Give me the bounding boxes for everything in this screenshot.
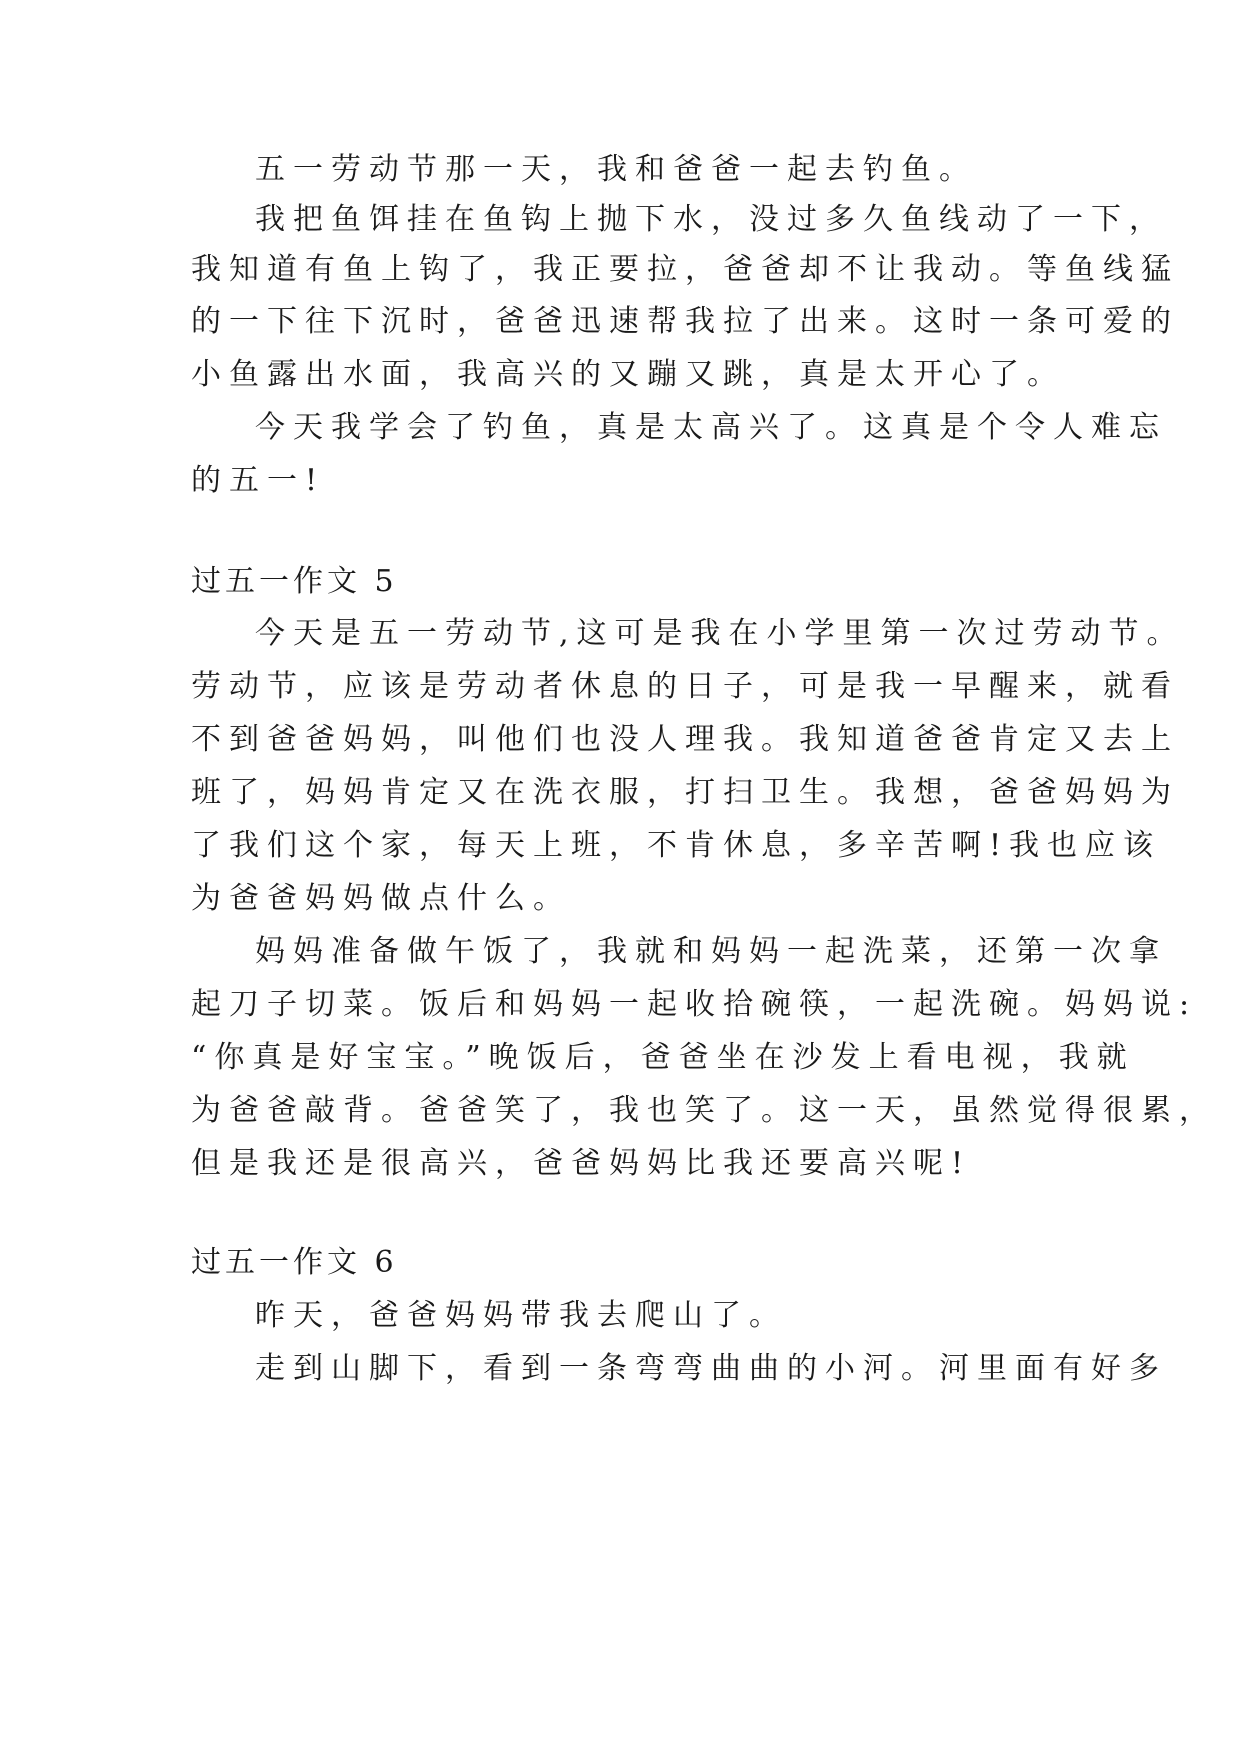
section-title: 过五一作文 6: [191, 1245, 398, 1280]
paragraph-line: 劳动节，应该是劳动者休息的日子，可是我一早醒来，就看: [191, 669, 1179, 704]
paragraph-line: 的五一!: [191, 463, 326, 498]
paragraph-line: 为爸爸妈妈做点什么。: [191, 881, 571, 916]
paragraph-line: “你真是好宝宝。”晚饭后，爸爸坐在沙发上看电视，我就: [191, 1040, 1135, 1075]
paragraph-line: 班了，妈妈肯定又在洗衣服，打扫卫生。我想，爸爸妈妈为: [191, 775, 1179, 810]
paragraph-line: 为爸爸敲背。爸爸笑了，我也笑了。这一天，虽然觉得很累，: [191, 1093, 1217, 1128]
paragraph-line: 不到爸爸妈妈，叫他们也没人理我。我知道爸爸肯定又去上: [191, 722, 1179, 757]
section-title: 过五一作文 5: [191, 564, 398, 599]
paragraph-line: 妈妈准备做午饭了，我就和妈妈一起洗菜，还第一次拿: [255, 934, 1167, 969]
paragraph-line: 但是我还是很高兴，爸爸妈妈比我还要高兴呢!: [191, 1146, 972, 1181]
paragraph-line: 今天是五一劳动节,这可是我在小学里第一次过劳动节。: [255, 616, 1185, 651]
paragraph-line: 昨天，爸爸妈妈带我去爬山了。: [255, 1298, 787, 1333]
paragraph-line: 我把鱼饵挂在鱼钩上抛下水，没过多久鱼线动了一下，: [255, 202, 1167, 237]
paragraph-line: 的一下往下沉时，爸爸迅速帮我拉了出来。这时一条可爱的: [191, 304, 1179, 339]
paragraph-line: 了我们这个家，每天上班，不肯休息，多辛苦啊!我也应该: [191, 828, 1162, 863]
paragraph-line: 走到山脚下，看到一条弯弯曲曲的小河。河里面有好多: [255, 1351, 1167, 1386]
paragraph-line: 小鱼露出水面，我高兴的又蹦又跳，真是太开心了。: [191, 357, 1065, 392]
paragraph-line: 今天我学会了钓鱼，真是太高兴了。这真是个令人难忘: [255, 410, 1167, 445]
paragraph-line: 我知道有鱼上钩了，我正要拉，爸爸却不让我动。等鱼线猛: [191, 252, 1179, 287]
paragraph-line: 起刀子切菜。饭后和妈妈一起收拾碗筷，一起洗碗。妈妈说:: [191, 987, 1198, 1022]
paragraph-line: 五一劳动节那一天，我和爸爸一起去钓鱼。: [255, 152, 977, 187]
